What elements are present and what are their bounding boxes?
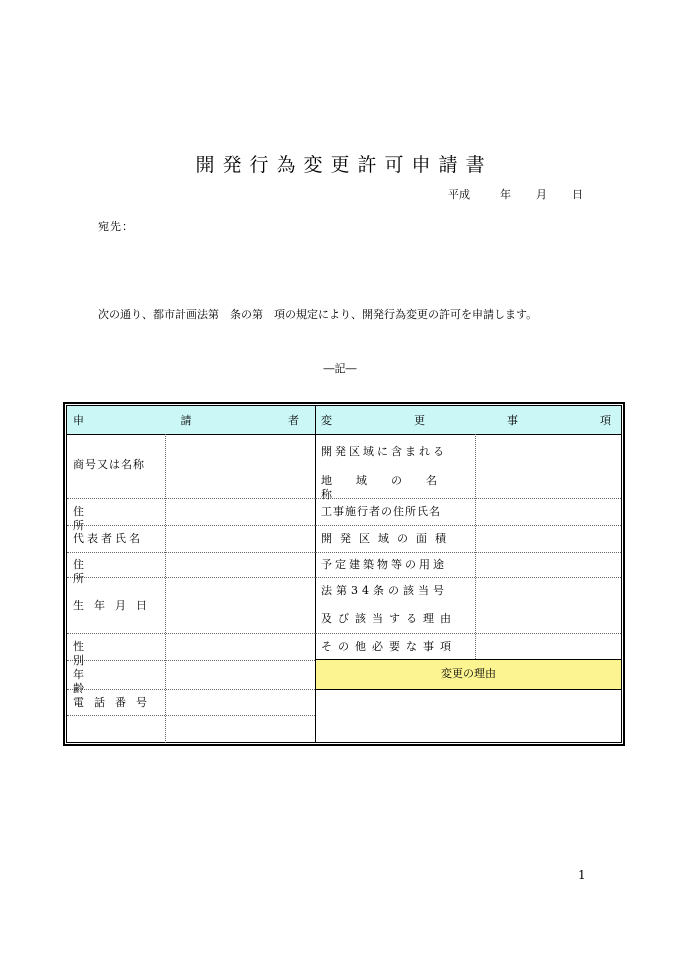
reason-header-label: 変更の理由	[441, 667, 496, 680]
change-header-char: 更	[414, 414, 425, 427]
change-input-cell[interactable]	[476, 553, 621, 577]
addressee: 宛先：	[98, 220, 134, 233]
applicant-label: 性別	[73, 640, 138, 667]
applicant-input-cell[interactable]	[166, 716, 315, 743]
change-header	[321, 414, 611, 428]
applicant-input-cell[interactable]	[166, 578, 315, 633]
applicant-input-cell[interactable]	[166, 661, 315, 689]
application-statement: 次の通り、都市計画法第 条の第 項の規定により、開発行為変更の許可を申請します。	[98, 308, 538, 321]
applicant-header-char: 請	[180, 414, 192, 427]
change-header-char: 項	[600, 414, 611, 427]
applicant-header-char: 申	[73, 414, 84, 427]
reason-input-area[interactable]	[316, 689, 621, 743]
change-label: 工事施行者の住所氏名	[321, 505, 441, 518]
document-title: 開発行為変更許可申請書	[195, 154, 493, 176]
change-label: 地域の名称	[321, 474, 461, 501]
change-label: 開発区域に含まれる	[321, 445, 447, 458]
change-input-cell[interactable]	[476, 634, 621, 659]
change-label: 予定建築物等の用途	[321, 558, 447, 571]
applicant-header	[73, 414, 299, 428]
applicant-input-cell[interactable]	[166, 434, 315, 498]
applicant-label: 住所	[73, 505, 138, 532]
change-label: 法第34条の該当号	[321, 584, 448, 597]
date-era: 平成	[448, 188, 470, 201]
applicant-input-cell[interactable]	[166, 634, 315, 660]
change-input-cell[interactable]	[476, 434, 621, 498]
applicant-input-cell[interactable]	[166, 553, 315, 577]
applicant-input-cell[interactable]	[166, 690, 315, 715]
applicant-label: 代表者氏名	[73, 532, 143, 545]
ki-heading: ―記―	[323, 362, 357, 375]
change-header-char: 事	[507, 414, 518, 427]
applicant-label: 電話番号	[73, 696, 157, 709]
change-input-cell[interactable]	[476, 499, 621, 525]
applicant-label: 住所	[73, 558, 138, 585]
change-label: 開発区域の面積	[321, 532, 454, 545]
date-day: 日	[572, 188, 583, 201]
applicant-input-cell[interactable]	[166, 499, 315, 525]
applicant-label: 商号又は名称	[73, 458, 145, 471]
applicant-label: 生年月日	[73, 599, 157, 612]
change-input-cell[interactable]	[476, 578, 621, 633]
date-month: 月	[536, 188, 547, 201]
change-label: 及び該当する理由	[321, 612, 457, 625]
applicant-input-cell[interactable]	[166, 526, 315, 552]
date-year: 年	[500, 188, 511, 201]
change-label: その他必要な事項	[321, 640, 457, 653]
change-input-cell[interactable]	[476, 526, 621, 552]
applicant-header-char: 者	[288, 414, 299, 427]
applicant-label: 年齢	[73, 668, 138, 695]
application-table	[66, 405, 622, 743]
page-number: 1	[578, 868, 586, 882]
change-header-char: 変	[321, 414, 332, 427]
